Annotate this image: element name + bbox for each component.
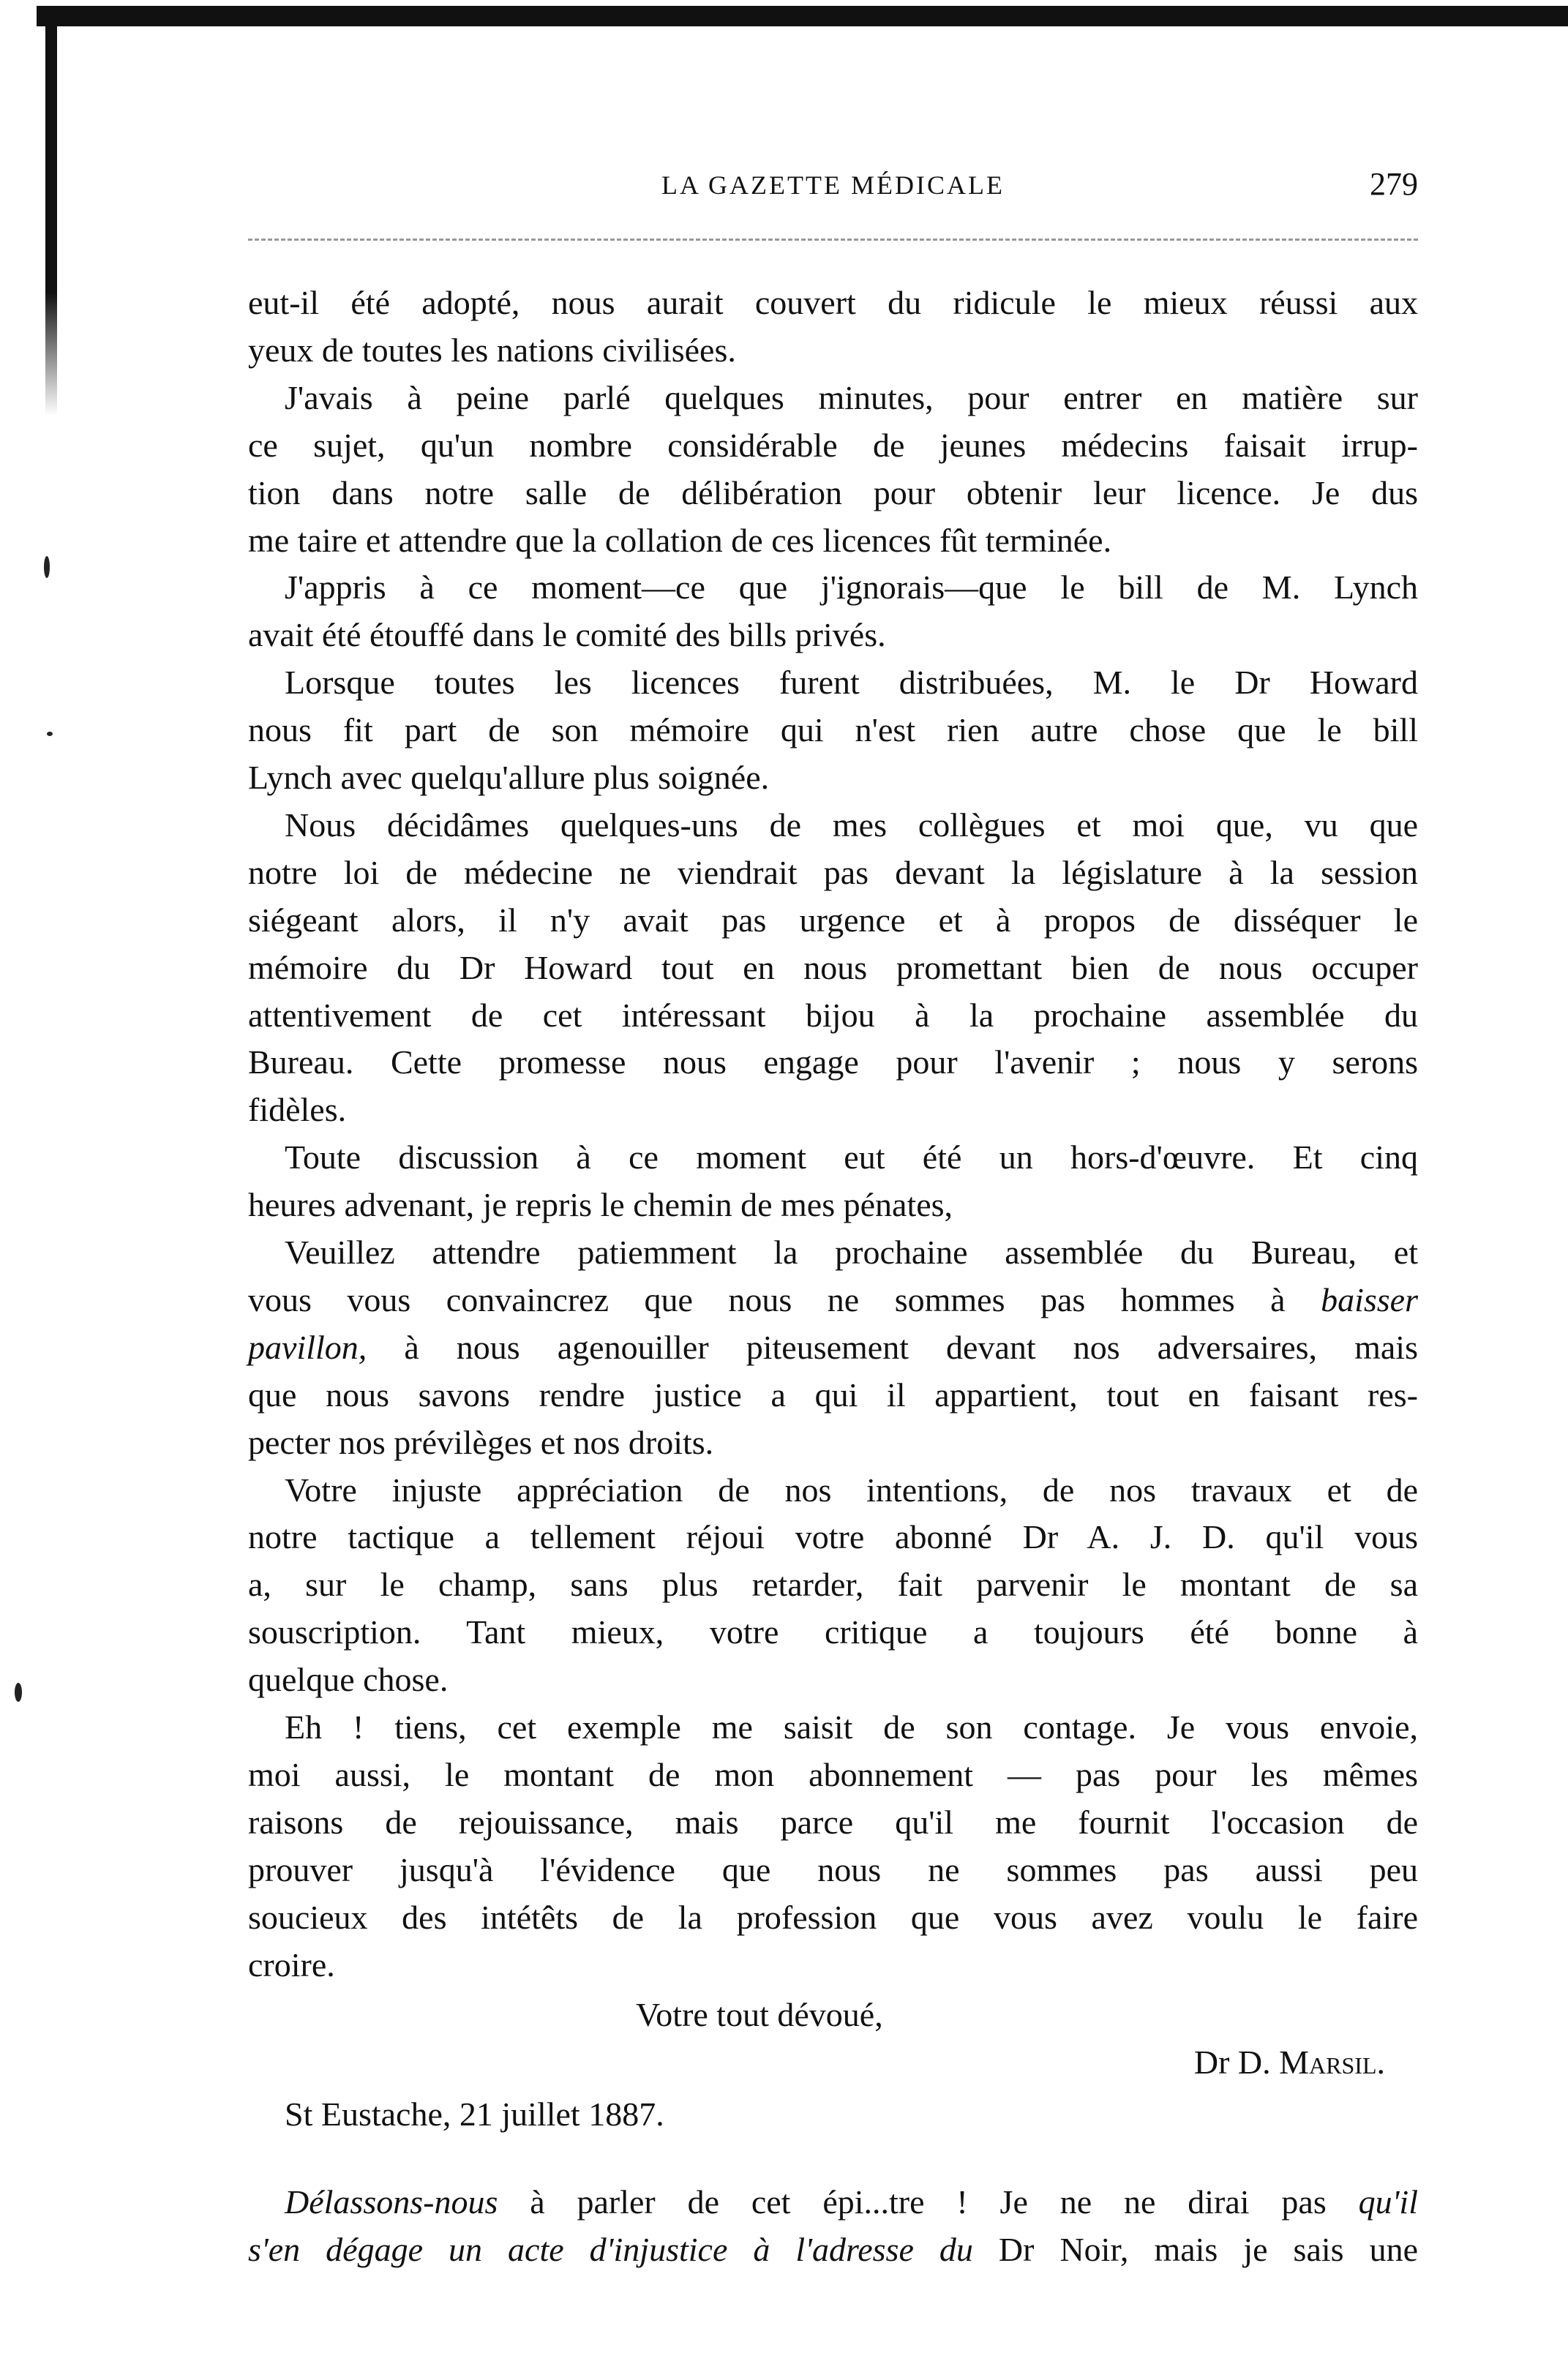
text-line (248, 470, 1418, 517)
text-span: a, sur le champ, sans plus retarder, fait parvenir le montant de sa (248, 1566, 1418, 1604)
text-span: Dr Noir, mais je sais une (972, 2231, 1418, 2268)
text-span: vous vous convaincrez que nous ne sommes pas hommes à (248, 1280, 1321, 1318)
signature-prefix: Dr D. (1193, 2043, 1280, 2081)
text-line (285, 802, 1418, 849)
text-line (248, 279, 1418, 326)
page-number: 279 (1370, 166, 1418, 202)
text-line (248, 1942, 1418, 1989)
text-span: Nous décidâmes quelques-uns de mes collègues et moi que, vu que (285, 806, 1418, 844)
text-line (248, 1039, 1418, 1086)
text-span: Veuillez attendre patiemment la prochaine assemblée du Bureau, et (285, 1234, 1418, 1271)
text-span: nous fit part de son mémoire qui n'est rien autre chose que le bill (248, 711, 1418, 749)
text-line (248, 1609, 1418, 1656)
text-line (248, 849, 1418, 896)
text-span: Eh ! tiens, cet exemple me saisit de son contage. Je vous envoie, (285, 1708, 1418, 1746)
text-span: J'appris à ce moment—ce que j'ignorais—que le bill de M. Lynch (285, 568, 1418, 607)
text-line (248, 1561, 1418, 1608)
italic-text: pavillon, (248, 1328, 367, 1366)
text-span: croire. (248, 1945, 335, 1983)
text-line (248, 612, 1418, 658)
text-span: Votre injuste appréciation de nos intentions, de nos travaux et de (285, 1471, 1418, 1509)
text-line (248, 1324, 1418, 1371)
text-line (248, 1894, 1418, 1941)
italic-text: s'en dégage un acte d'injustice à l'adresse du (248, 2231, 973, 2268)
text-line (248, 327, 1418, 374)
text-span: ce sujet, qu'un nombre considérable de jeunes médecins faisait irrup- (248, 426, 1418, 464)
text-line (285, 375, 1418, 421)
closing: Votre tout dévoué, (636, 1996, 883, 2033)
text-span: à nous agenouiller piteusement devant nos adversaires, mais (367, 1328, 1418, 1366)
text-span: me taire et attendre que la collation de ces licences fût terminée. (248, 521, 1112, 559)
scan-left-border (45, 6, 57, 416)
text-span: Toute discussion à ce moment eut été un hors-d'œuvre. Et cinq (285, 1138, 1418, 1176)
text-line (248, 1419, 1418, 1466)
scan-speck (44, 556, 50, 578)
scan-speck (15, 1683, 22, 1702)
text-line (248, 422, 1418, 469)
text-span: notre loi de médecine ne viendrait pas devant la législature à la session (248, 853, 1418, 891)
text-span: Lorsque toutes les licences furent distribuées, M. le Dr Howard (285, 664, 1418, 702)
text-line (248, 517, 1418, 564)
text-line (285, 659, 1418, 706)
text-span: eut-il été adopté, nous aurait couvert du ridicule le mieux réussi aux (248, 284, 1418, 321)
text-line (285, 1704, 1418, 1751)
text-span: soucieux des intétêts de la profession que vous avez voulu le faire (248, 1898, 1418, 1936)
text-span: attentivement de cet intéressant bijou à la prochaine assemblée du (248, 996, 1418, 1034)
text-span: prouver jusqu'à l'évidence que nous ne sommes pas aussi peu (248, 1850, 1418, 1888)
text-line (285, 564, 1418, 611)
text-line (248, 1799, 1418, 1846)
scan-speck (47, 732, 53, 736)
journal-title: LA GAZETTE MÉDICALE (661, 170, 1005, 200)
text-span: souscription. Tant mieux, votre critique a toujours été bonne à (248, 1613, 1418, 1651)
text-line (248, 2226, 1418, 2273)
scan-top-border (37, 6, 1568, 26)
text-span: quelque chose. (248, 1661, 449, 1699)
text-span: mémoire du Dr Howard tout en nous promettant bien de nous occuper (248, 948, 1418, 986)
text-span: pecter nos prévilèges et nos droits. (248, 1423, 714, 1461)
signature (1194, 2039, 1385, 2086)
signature-name: Marsil. (1279, 2043, 1385, 2081)
text-line (285, 1467, 1418, 1514)
text-span: à parler de cet épi...tre ! Je ne ne dirai pas (498, 2183, 1359, 2221)
text-line (285, 2179, 1418, 2226)
text-line (248, 707, 1418, 754)
text-span: Bureau. Cette promesse nous engage pour l'avenir ; nous y serons (248, 1043, 1418, 1081)
text-span: moi aussi, le montant de mon abonnement — pas pour les mêmes (248, 1755, 1418, 1793)
text-span: siégeant alors, il n'y avait pas urgence et à propos de disséquer le (248, 901, 1418, 939)
header-rule (248, 239, 1418, 241)
text-span: heures advenant, je repris le chemin de mes pénates, (248, 1186, 953, 1224)
place-date: St Eustache, 21 juillet 1887. (285, 2095, 664, 2133)
text-line (248, 1372, 1418, 1419)
text-line (248, 1752, 1418, 1798)
text-span: Lynch avec quelqu'allure plus soignée. (248, 759, 770, 796)
italic-text: baisser (1321, 1280, 1418, 1318)
text-line (248, 1847, 1418, 1894)
italic-text: qu'il (1358, 2183, 1418, 2221)
text-line (285, 1229, 1418, 1276)
text-line (248, 1086, 1418, 1133)
text-line (248, 1514, 1418, 1561)
text-line (248, 945, 1418, 991)
text-span: J'avais à peine parlé quelques minutes, pour entrer en matière sur (285, 378, 1418, 416)
text-line (248, 1277, 1418, 1324)
text-span: que nous savons rendre justice a qui il appartient, tout en faisant res- (248, 1375, 1418, 1414)
text-span: tion dans notre salle de délibération pour obtenir leur licence. Je dus (248, 473, 1418, 511)
text-line (248, 897, 1418, 944)
text-span: notre tactique a tellement réjoui votre abonné Dr A. J. D. qu'il vous (248, 1518, 1418, 1556)
text-line (248, 992, 1418, 1039)
text-span: yeux de toutes les nations civilisées. (248, 331, 736, 369)
text-line (248, 1656, 1418, 1703)
text-line (248, 754, 1418, 801)
text-line (285, 1134, 1418, 1181)
text-span: raisons de rejouissance, mais parce qu'il me fournit l'occasion de (248, 1803, 1418, 1841)
text-span: avait été étouffé dans le comité des bills privés. (248, 616, 886, 654)
italic-text: Délassons-nous (285, 2183, 498, 2221)
running-head (248, 166, 1418, 206)
text-line (248, 1182, 1418, 1228)
text-span: fidèles. (248, 1091, 347, 1129)
